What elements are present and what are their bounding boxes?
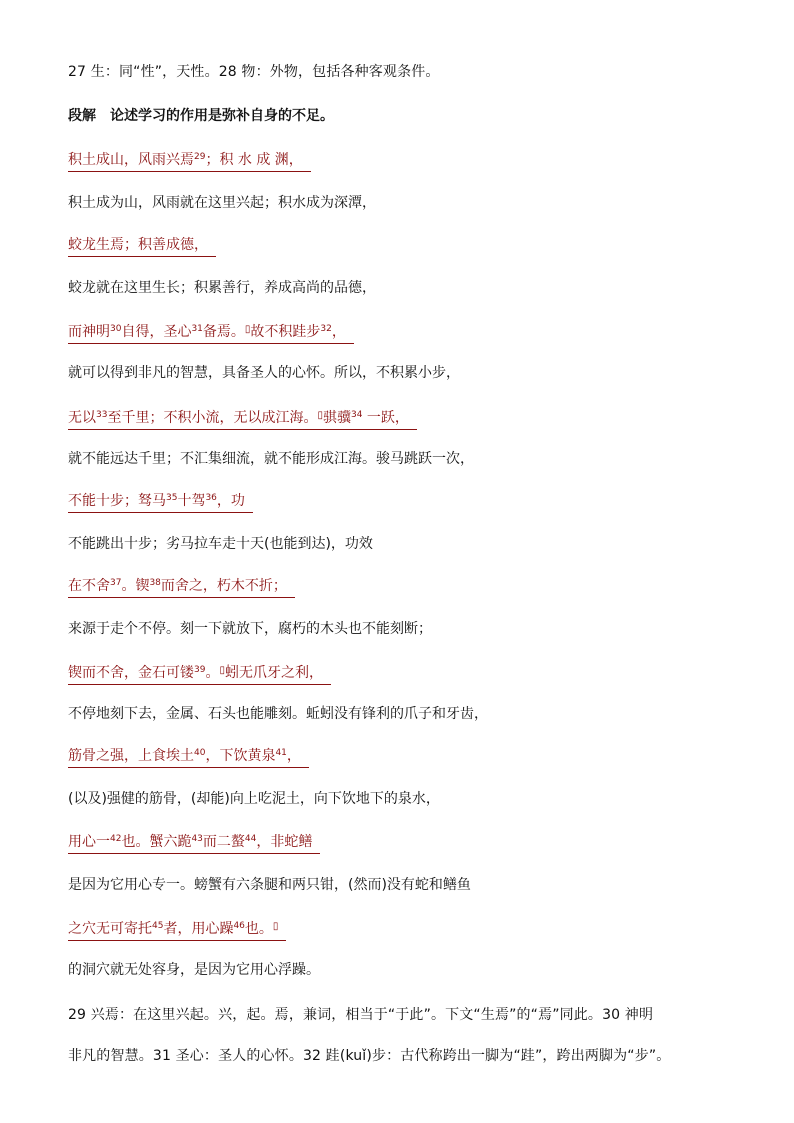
footnote-ref: 46: [233, 920, 245, 931]
footnote-ref: 42: [110, 833, 122, 844]
footnote-ref: 40: [194, 748, 206, 759]
classical-text: 而舍之，朽木不折；: [160, 578, 287, 594]
section-heading: 段解 论述学习的作用是弥补自身的不足。: [68, 108, 334, 124]
classical-line: [68, 661, 331, 685]
classical-text: 而神明: [68, 324, 110, 341]
translation-line: 是因为它用心专一。螃蟹有六条腿和两只钳，(然而)没有蛇和鳝鱼: [68, 876, 471, 893]
sentence-marker: ▯: [219, 665, 225, 677]
translation-line: 来源于走个不停。刻一下就放下，腐朽的木头也不能刻断；: [68, 621, 432, 637]
classical-text: 也。蟹六跪: [121, 833, 192, 850]
footnote-ref: 35: [166, 492, 178, 503]
classical-text: 骐骥: [322, 409, 351, 426]
classical-line: [68, 917, 286, 941]
footnote-ref: 45: [152, 920, 164, 931]
footnote-ref: 37: [110, 578, 122, 588]
footnote-ref: 44: [244, 833, 257, 844]
classical-line: [68, 832, 320, 854]
classical-text: ；积 水 成 渊，: [205, 152, 303, 168]
classical-text: 者，用心躁: [163, 920, 234, 937]
translation-line: 就可以得到非凡的智慧，具备圣人的心怀。所以，不积累小步，: [68, 365, 460, 382]
translation-line: (以及)强健的筋骨，(却能)向上吃泥土，向下饮地下的泉水，: [68, 791, 440, 808]
classical-text: 也。: [244, 920, 273, 937]
classical-text: ，下饮黄泉: [205, 748, 276, 765]
classical-text: 之穴无可寄托: [68, 920, 152, 937]
classical-line: [68, 746, 309, 768]
translation-line: 蛟龙就在这里生长；积累善行，养成高尚的品德，: [68, 280, 376, 297]
translation-line: 积土成为山，风雨就在这里兴起；积水成为深潭，: [68, 195, 376, 211]
translation-line: 不停地刻下去，金属、石头也能雕刻。蚯蚓没有锋利的爪子和牙齿，: [68, 706, 488, 723]
sentence-marker: ▯: [272, 920, 279, 932]
classical-text: 。锲: [121, 578, 150, 594]
sentence-marker: ▯: [317, 409, 323, 421]
sentence-marker: ▯: [244, 324, 251, 336]
classical-text: 蚓无爪牙之利，: [224, 665, 323, 682]
footnote-ref: 32: [320, 324, 332, 335]
classical-text: 。: [205, 665, 220, 682]
footnote-ref: 34: [350, 409, 363, 420]
classical-line: [68, 406, 417, 430]
footnote-27-28: 27 生：同“性”，天性。28 物：外物，包括各种客观条件。: [68, 64, 440, 80]
classical-text: 无以: [68, 409, 96, 426]
classical-text: 十驾: [177, 492, 206, 509]
footnote-ref: 30: [110, 324, 122, 335]
footnote-31-32: 非凡的智慧。31 圣心：圣人的心怀。32 跬(kuǐ)步：古代称跨出一脚为“跬”，跨出两脚为“步”。: [68, 1048, 671, 1064]
footnote-ref: 36: [205, 492, 217, 503]
classical-text: 蛟龙生焉；积善成德，: [68, 237, 208, 254]
translation-line: 不能跳出十步；劣马拉车走十天(也能到达)，功效: [68, 535, 373, 552]
translation-line: 就不能远达千里；不汇集细流，就不能形成江海。骏马跳跃一次，: [68, 450, 474, 467]
classical-line: [68, 491, 253, 513]
classical-text: 而二螯: [202, 833, 245, 850]
classical-text: 在不舍: [68, 578, 110, 594]
classical-text: 用心一: [68, 833, 110, 850]
classical-text: 不能十步；驽马: [68, 492, 166, 509]
footnote-ref: 29: [194, 152, 206, 162]
classical-text: ，非蛇鳝: [256, 833, 313, 850]
classical-text: ，: [331, 324, 346, 341]
footnote-29-30: 29 兴焉：在这里兴起。兴，起。焉，兼词，相当于“于此”。下文“生焉”的“焉”同此。30 神明: [68, 1007, 654, 1023]
translation-line: 的洞穴就无处容身，是因为它用心浮躁。: [68, 961, 320, 978]
footnote-ref: 39: [194, 665, 206, 676]
classical-text: 故不积跬步: [250, 324, 321, 341]
footnote-ref: 41: [275, 748, 287, 759]
classical-line: [68, 235, 216, 257]
classical-text: 积土成山，风雨兴焉: [68, 152, 194, 168]
classical-text: 至千里；不积小流，无以成江海。: [107, 409, 318, 426]
classical-line: [68, 576, 295, 598]
classical-text: ，功: [216, 492, 245, 509]
footnote-ref: 38: [149, 578, 161, 588]
classical-text: 自得，圣心: [121, 324, 192, 341]
classical-text: 备焉。: [202, 324, 245, 341]
footnote-ref: 31: [191, 324, 203, 335]
classical-line: [68, 150, 311, 172]
classical-text: 锲而不舍，金石可镂: [68, 665, 194, 682]
classical-text: 一跃，: [362, 409, 409, 426]
footnote-ref: 43: [191, 833, 203, 844]
classical-line: [68, 320, 354, 344]
classical-text: 筋骨之强，上食埃土: [68, 748, 194, 765]
classical-text: ，: [286, 748, 301, 765]
footnote-ref: 33: [96, 409, 108, 420]
